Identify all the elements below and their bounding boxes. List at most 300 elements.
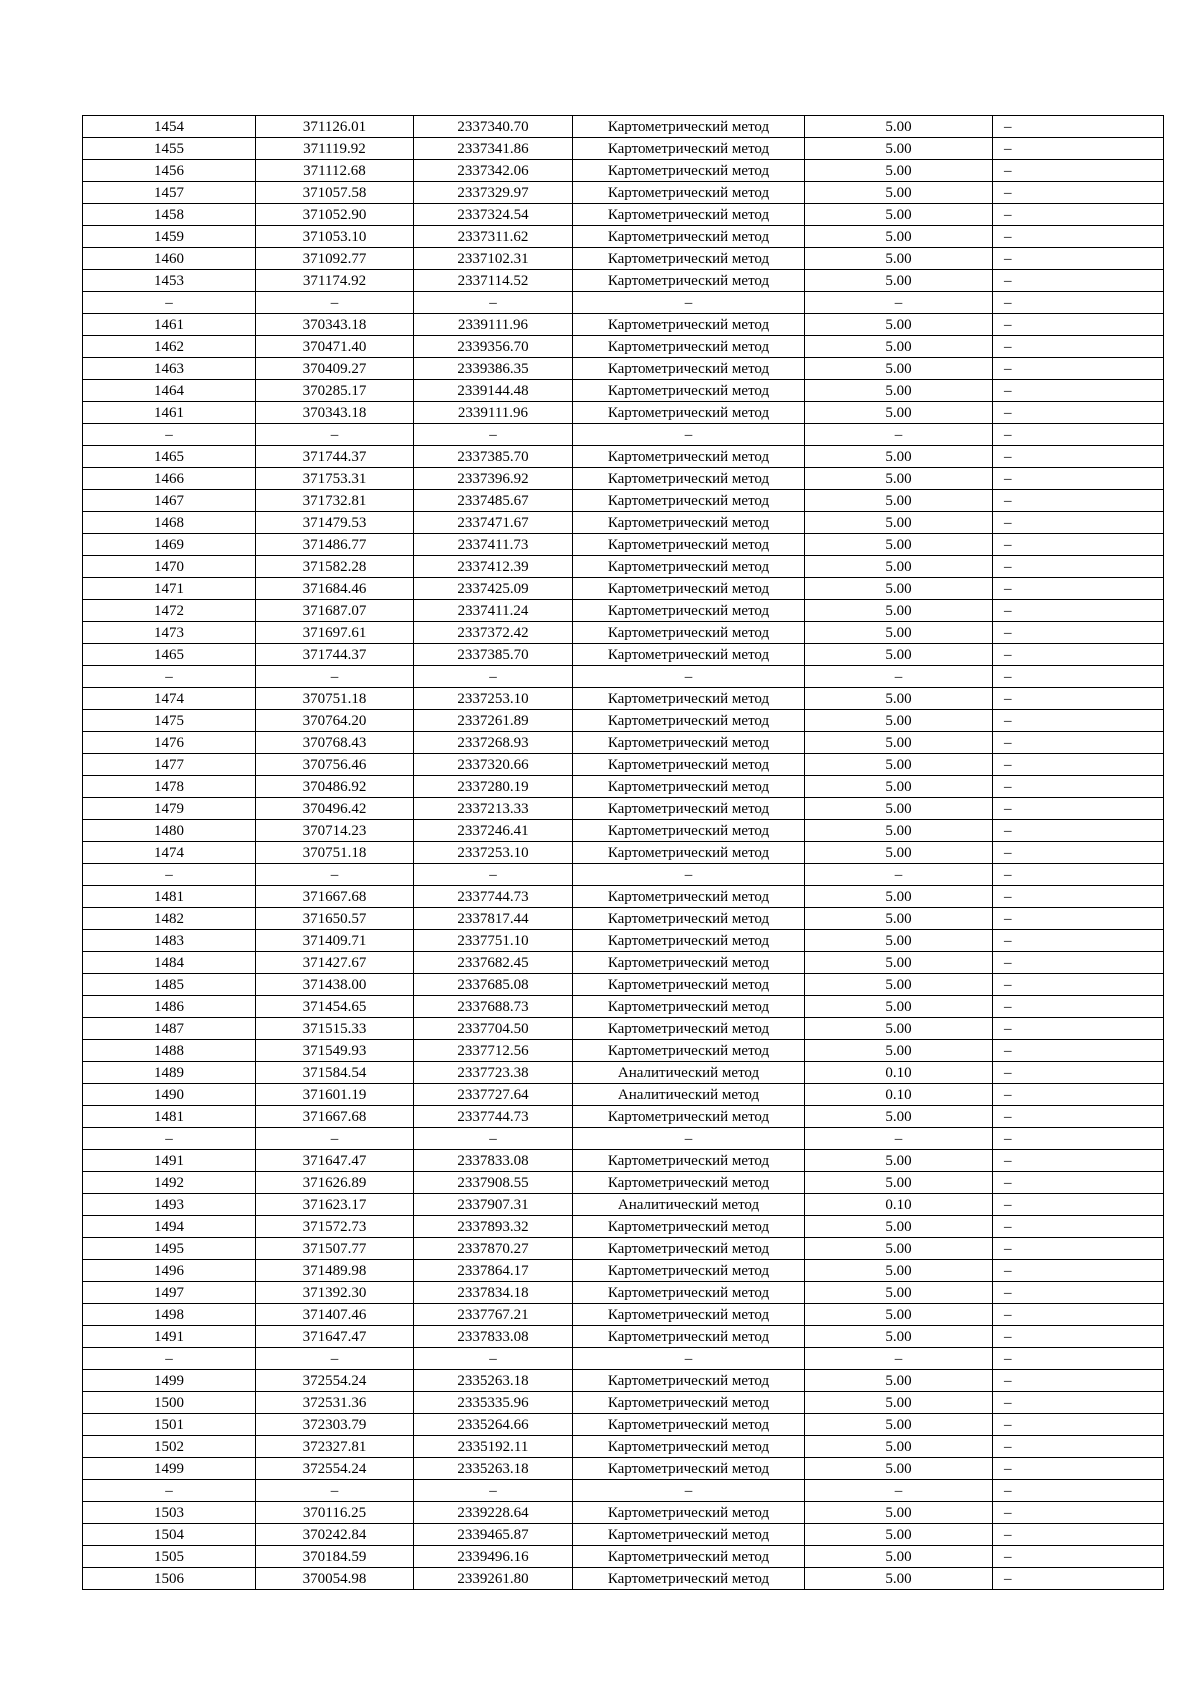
cell-method: Картометрический метод [573,1018,805,1040]
cell-error: – [993,1062,1164,1084]
table-row [83,468,1164,490]
cell-accuracy: – [805,424,993,446]
cell-error: – [993,732,1164,754]
cell-coord-x: 371427.67 [256,952,414,974]
cell-error: – [993,952,1164,974]
cell-error: – [993,116,1164,138]
cell-coord-x: 371647.47 [256,1150,414,1172]
cell-coord-y: 2339111.96 [414,402,573,424]
cell-method: Аналитический метод [573,1194,805,1216]
cell-accuracy: 5.00 [805,1282,993,1304]
table-row [83,534,1164,556]
cell-method: Картометрический метод [573,1216,805,1238]
cell-error: – [993,446,1164,468]
cell-error: – [993,270,1164,292]
cell-accuracy: 5.00 [805,1524,993,1546]
cell-point-number: 1495 [83,1238,256,1260]
cell-error: – [993,248,1164,270]
table-row [83,1480,1164,1502]
cell-method: Картометрический метод [573,1458,805,1480]
cell-error: – [993,600,1164,622]
cell-error: – [993,864,1164,886]
table-row [83,864,1164,886]
cell-coord-y: 2337342.06 [414,160,573,182]
cell-error: – [993,1568,1164,1590]
cell-coord-y: 2337864.17 [414,1260,573,1282]
table-row [83,820,1164,842]
cell-accuracy: 5.00 [805,138,993,160]
cell-coord-x: 371744.37 [256,446,414,468]
table-row [83,248,1164,270]
cell-error: – [993,930,1164,952]
cell-accuracy: 5.00 [805,1414,993,1436]
cell-method: Картометрический метод [573,776,805,798]
cell-error: – [993,996,1164,1018]
cell-accuracy: 0.10 [805,1062,993,1084]
cell-point-number: 1483 [83,930,256,952]
cell-method: Картометрический метод [573,490,805,512]
cell-method: Картометрический метод [573,1502,805,1524]
table-row [83,556,1164,578]
cell-error: – [993,380,1164,402]
cell-coord-x: – [256,864,414,886]
cell-method: Картометрический метод [573,842,805,864]
cell-coord-y: 2337817.44 [414,908,573,930]
cell-method: Картометрический метод [573,952,805,974]
table-row [83,160,1164,182]
cell-error: – [993,336,1164,358]
table-row [83,116,1164,138]
cell-coord-x: 371392.30 [256,1282,414,1304]
table-row [83,842,1164,864]
table-row [83,226,1164,248]
table-row [83,1172,1164,1194]
cell-error: – [993,1502,1164,1524]
table-row [83,314,1164,336]
table-row [83,688,1164,710]
cell-accuracy: 5.00 [805,116,993,138]
table-row [83,974,1164,996]
cell-coord-y: 2337751.10 [414,930,573,952]
cell-error: – [993,1282,1164,1304]
cell-method: Картометрический метод [573,1414,805,1436]
cell-coord-x: 370471.40 [256,336,414,358]
cell-method: Картометрический метод [573,1326,805,1348]
cell-coord-x: 371507.77 [256,1238,414,1260]
cell-point-number: 1478 [83,776,256,798]
cell-coord-x: 371053.10 [256,226,414,248]
cell-point-number: 1477 [83,754,256,776]
cell-coord-x: 371454.65 [256,996,414,1018]
cell-coord-y: 2335263.18 [414,1370,573,1392]
cell-coord-x: – [256,1128,414,1150]
cell-coord-x: 370343.18 [256,314,414,336]
cell-error: – [993,1458,1164,1480]
cell-method: – [573,864,805,886]
cell-coord-x: 370496.42 [256,798,414,820]
cell-coord-y: 2337833.08 [414,1150,573,1172]
cell-method: Картометрический метод [573,600,805,622]
cell-error: – [993,666,1164,688]
cell-error: – [993,292,1164,314]
cell-method: Картометрический метод [573,182,805,204]
cell-accuracy: 5.00 [805,1216,993,1238]
cell-coord-x: 372531.36 [256,1392,414,1414]
cell-method: Картометрический метод [573,534,805,556]
cell-error: – [993,644,1164,666]
cell-coord-y: 2335263.18 [414,1458,573,1480]
cell-accuracy: 5.00 [805,512,993,534]
cell-coord-x: 370184.59 [256,1546,414,1568]
cell-accuracy: 5.00 [805,842,993,864]
cell-method: Картометрический метод [573,578,805,600]
cell-coord-y: 2337767.21 [414,1304,573,1326]
cell-coord-y: 2337320.66 [414,754,573,776]
cell-coord-y: 2339386.35 [414,358,573,380]
cell-method: Картометрический метод [573,1524,805,1546]
cell-point-number: 1474 [83,842,256,864]
cell-method: Картометрический метод [573,1392,805,1414]
cell-point-number: 1460 [83,248,256,270]
cell-coord-y: 2337102.31 [414,248,573,270]
cell-coord-y: – [414,864,573,886]
cell-method: Картометрический метод [573,336,805,358]
cell-method: Картометрический метод [573,1172,805,1194]
cell-method: Картометрический метод [573,1304,805,1326]
cell-point-number: 1462 [83,336,256,358]
cell-method: Картометрический метод [573,820,805,842]
cell-error: – [993,798,1164,820]
cell-point-number: 1467 [83,490,256,512]
cell-accuracy: 5.00 [805,996,993,1018]
cell-accuracy: 5.00 [805,182,993,204]
cell-accuracy: 5.00 [805,204,993,226]
cell-method: Картометрический метод [573,358,805,380]
cell-method: Картометрический метод [573,468,805,490]
table-row [83,1436,1164,1458]
table-row [83,666,1164,688]
cell-method: Картометрический метод [573,622,805,644]
cell-coord-y: 2337253.10 [414,688,573,710]
cell-method: Картометрический метод [573,1040,805,1062]
cell-error: – [993,1040,1164,1062]
table-row [83,138,1164,160]
cell-error: – [993,1370,1164,1392]
table-row [83,182,1164,204]
cell-error: – [993,622,1164,644]
cell-point-number: 1475 [83,710,256,732]
cell-method: – [573,1348,805,1370]
table-row [83,204,1164,226]
cell-method: Картометрический метод [573,446,805,468]
cell-point-number: 1501 [83,1414,256,1436]
cell-point-number: 1476 [83,732,256,754]
cell-coord-x: 370285.17 [256,380,414,402]
cell-accuracy: 5.00 [805,446,993,468]
cell-coord-y: 2337744.73 [414,886,573,908]
cell-coord-x: 370242.84 [256,1524,414,1546]
table-row [83,358,1164,380]
cell-point-number: 1472 [83,600,256,622]
cell-point-number: 1481 [83,1106,256,1128]
cell-method: – [573,1128,805,1150]
table-row [83,512,1164,534]
cell-error: – [993,424,1164,446]
table-row [83,446,1164,468]
cell-point-number: 1487 [83,1018,256,1040]
cell-method: Картометрический метод [573,688,805,710]
cell-accuracy: 5.00 [805,732,993,754]
table-row [83,644,1164,666]
table-row [83,1414,1164,1436]
cell-coord-y: 2337385.70 [414,644,573,666]
cell-method: Картометрический метод [573,1370,805,1392]
table-row [83,798,1164,820]
cell-coord-y: 2337907.31 [414,1194,573,1216]
cell-coord-x: 371549.93 [256,1040,414,1062]
cell-error: – [993,1480,1164,1502]
cell-point-number: 1454 [83,116,256,138]
cell-method: Картометрический метод [573,138,805,160]
cell-error: – [993,534,1164,556]
cell-method: Картометрический метод [573,160,805,182]
cell-point-number: 1465 [83,446,256,468]
cell-method: – [573,292,805,314]
cell-error: – [993,204,1164,226]
cell-coord-x: 370116.25 [256,1502,414,1524]
table-row [83,424,1164,446]
table-row [83,578,1164,600]
cell-coord-y: 2339465.87 [414,1524,573,1546]
cell-coord-x: 371623.17 [256,1194,414,1216]
cell-coord-x: 371438.00 [256,974,414,996]
cell-error: – [993,1546,1164,1568]
cell-coord-y: 2337253.10 [414,842,573,864]
cell-coord-x: 371626.89 [256,1172,414,1194]
cell-method: Аналитический метод [573,1062,805,1084]
cell-accuracy: 5.00 [805,314,993,336]
cell-coord-y: 2337870.27 [414,1238,573,1260]
cell-coord-y: – [414,292,573,314]
cell-point-number: – [83,666,256,688]
cell-point-number: 1456 [83,160,256,182]
cell-point-number: 1463 [83,358,256,380]
cell-coord-y: – [414,1128,573,1150]
cell-point-number: 1498 [83,1304,256,1326]
cell-accuracy: 0.10 [805,1194,993,1216]
cell-point-number: 1480 [83,820,256,842]
cell-coord-y: 2335335.96 [414,1392,573,1414]
cell-error: – [993,1128,1164,1150]
cell-method: Картометрический метод [573,644,805,666]
cell-error: – [993,138,1164,160]
cell-accuracy: 5.00 [805,930,993,952]
cell-coord-x: 371667.68 [256,1106,414,1128]
cell-error: – [993,1172,1164,1194]
cell-method: Картометрический метод [573,270,805,292]
cell-coord-y: 2337682.45 [414,952,573,974]
table-row [83,1568,1164,1590]
table-row [83,1326,1164,1348]
cell-accuracy: 5.00 [805,1392,993,1414]
cell-accuracy: – [805,292,993,314]
cell-coord-x: 371687.07 [256,600,414,622]
cell-error: – [993,1436,1164,1458]
cell-accuracy: 5.00 [805,1172,993,1194]
cell-point-number: 1488 [83,1040,256,1062]
cell-coord-x: – [256,292,414,314]
cell-accuracy: – [805,666,993,688]
cell-error: – [993,886,1164,908]
cell-accuracy: 5.00 [805,380,993,402]
cell-coord-x: – [256,666,414,688]
table-row [83,1348,1164,1370]
cell-method: Аналитический метод [573,1084,805,1106]
table-row [83,1502,1164,1524]
cell-point-number: 1481 [83,886,256,908]
table-row [83,1062,1164,1084]
cell-error: – [993,490,1164,512]
cell-point-number: 1493 [83,1194,256,1216]
cell-coord-x: 371732.81 [256,490,414,512]
cell-coord-x: 370343.18 [256,402,414,424]
cell-point-number: 1482 [83,908,256,930]
table-row [83,1106,1164,1128]
cell-coord-y: 2337340.70 [414,116,573,138]
cell-coord-x: 371052.90 [256,204,414,226]
cell-coord-x: 371647.47 [256,1326,414,1348]
cell-error: – [993,1150,1164,1172]
table-row [83,1458,1164,1480]
cell-accuracy: 5.00 [805,1018,993,1040]
cell-method: Картометрический метод [573,710,805,732]
cell-method: Картометрический метод [573,1282,805,1304]
cell-accuracy: 5.00 [805,908,993,930]
cell-accuracy: 5.00 [805,754,993,776]
cell-accuracy: 5.00 [805,1304,993,1326]
cell-accuracy: 5.00 [805,1238,993,1260]
cell-accuracy: 5.00 [805,336,993,358]
cell-coord-y: 2337396.92 [414,468,573,490]
cell-coord-y: 2337268.93 [414,732,573,754]
cell-coord-x: 370714.23 [256,820,414,842]
cell-coord-y: 2337411.73 [414,534,573,556]
table-row [83,754,1164,776]
cell-error: – [993,512,1164,534]
cell-accuracy: 5.00 [805,1326,993,1348]
cell-coord-y: 2337833.08 [414,1326,573,1348]
cell-method: Картометрический метод [573,1106,805,1128]
cell-point-number: 1461 [83,402,256,424]
cell-error: – [993,1084,1164,1106]
cell-accuracy: 5.00 [805,556,993,578]
cell-coord-x: – [256,1348,414,1370]
cell-error: – [993,1348,1164,1370]
cell-point-number: 1474 [83,688,256,710]
cell-coord-x: – [256,424,414,446]
cell-error: – [993,776,1164,798]
cell-coord-x: 371697.61 [256,622,414,644]
cell-error: – [993,182,1164,204]
cell-accuracy: 5.00 [805,644,993,666]
cell-coord-x: 371409.71 [256,930,414,952]
cell-accuracy: 5.00 [805,248,993,270]
cell-coord-x: 371584.54 [256,1062,414,1084]
cell-point-number: 1492 [83,1172,256,1194]
cell-point-number: – [83,1128,256,1150]
cell-point-number: 1464 [83,380,256,402]
cell-accuracy: 5.00 [805,600,993,622]
cell-point-number: 1484 [83,952,256,974]
cell-coord-x: 370486.92 [256,776,414,798]
table-row [83,1546,1164,1568]
table-row [83,1524,1164,1546]
cell-point-number: – [83,1480,256,1502]
cell-accuracy: 5.00 [805,1040,993,1062]
cell-coord-y: 2337114.52 [414,270,573,292]
table-row [83,1194,1164,1216]
cell-coord-x: 372554.24 [256,1458,414,1480]
cell-error: – [993,1194,1164,1216]
table-row [83,952,1164,974]
cell-error: – [993,314,1164,336]
cell-error: – [993,1414,1164,1436]
cell-coord-x: 370751.18 [256,842,414,864]
table-row [83,1084,1164,1106]
cell-accuracy: – [805,1348,993,1370]
cell-method: Картометрический метод [573,754,805,776]
coordinates-table [82,115,1164,1590]
cell-method: Картометрический метод [573,1260,805,1282]
cell-accuracy: 5.00 [805,952,993,974]
cell-method: Картометрический метод [573,512,805,534]
cell-accuracy: 5.00 [805,226,993,248]
coordinates-table-body [83,116,1164,1590]
cell-coord-y: 2337341.86 [414,138,573,160]
cell-coord-y: 2339111.96 [414,314,573,336]
cell-accuracy: 5.00 [805,270,993,292]
cell-error: – [993,908,1164,930]
cell-point-number: 1453 [83,270,256,292]
cell-coord-x: 371489.98 [256,1260,414,1282]
table-row [83,1018,1164,1040]
cell-coord-y: 2337688.73 [414,996,573,1018]
cell-point-number: – [83,292,256,314]
cell-coord-x: 370768.43 [256,732,414,754]
cell-error: – [993,974,1164,996]
cell-point-number: 1502 [83,1436,256,1458]
cell-coord-x: 371572.73 [256,1216,414,1238]
cell-coord-x: – [256,1480,414,1502]
cell-point-number: 1497 [83,1282,256,1304]
cell-accuracy: 5.00 [805,468,993,490]
cell-coord-x: 371582.28 [256,556,414,578]
cell-coord-y: 2335264.66 [414,1414,573,1436]
table-row [83,270,1164,292]
cell-point-number: 1491 [83,1326,256,1348]
cell-method: Картометрический метод [573,1546,805,1568]
cell-coord-y: 2337280.19 [414,776,573,798]
cell-coord-y: 2337412.39 [414,556,573,578]
cell-method: Картометрический метод [573,402,805,424]
table-row [83,1304,1164,1326]
cell-error: – [993,578,1164,600]
table-row [83,1370,1164,1392]
cell-accuracy: 5.00 [805,1106,993,1128]
cell-method: Картометрический метод [573,1150,805,1172]
table-row [83,732,1164,754]
cell-accuracy: 5.00 [805,688,993,710]
